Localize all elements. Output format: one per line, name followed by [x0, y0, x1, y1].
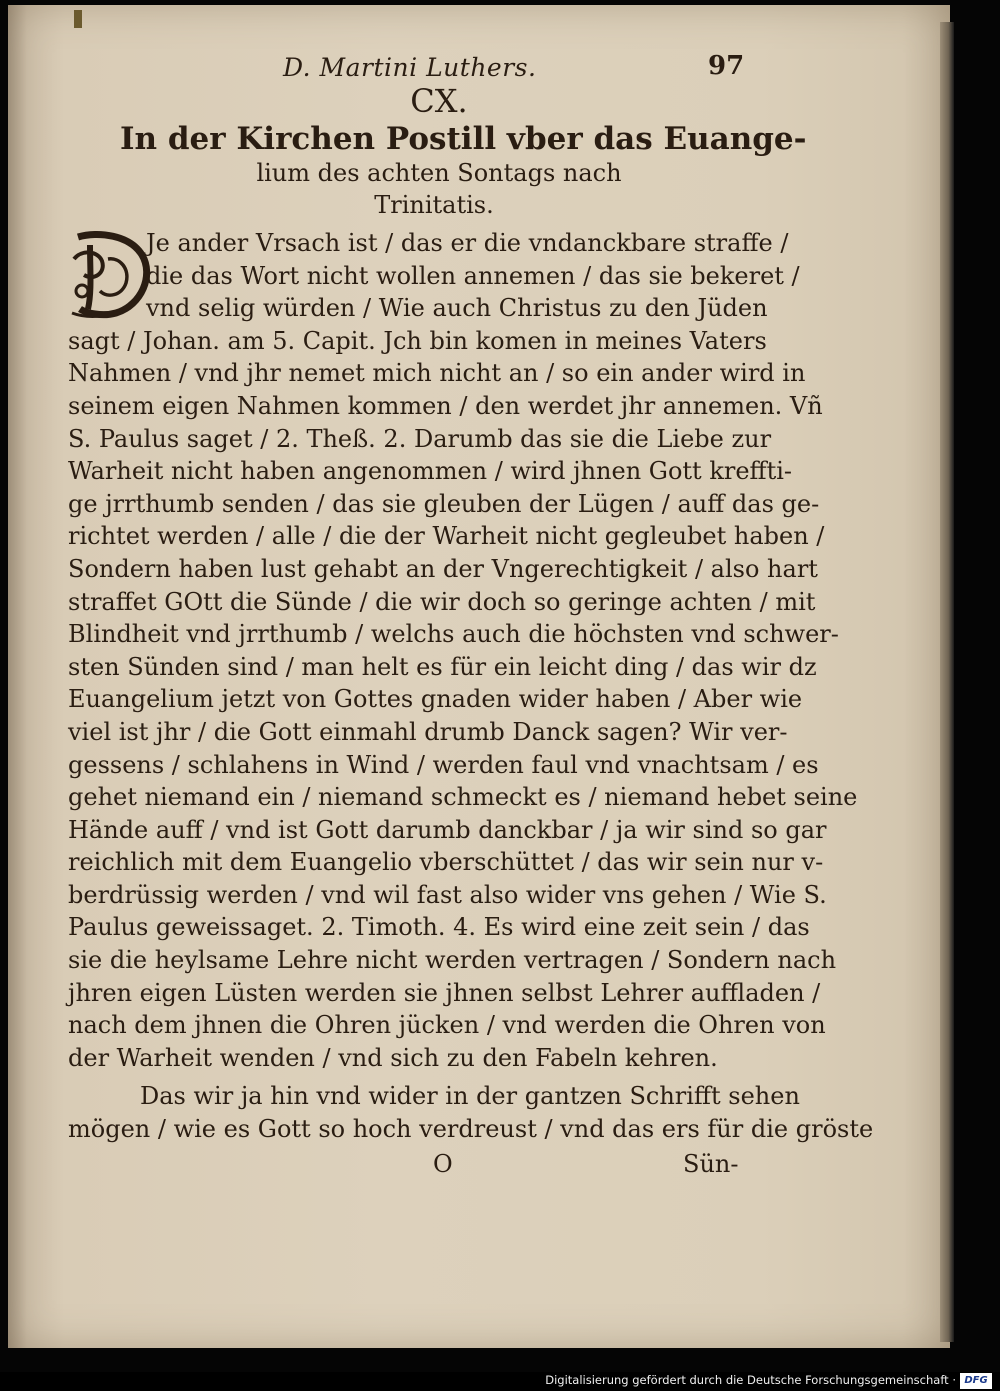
- text-line: die das Wort nicht wollen annemen / das sie bekeret /: [146, 261, 800, 290]
- page-foot: [68, 1146, 780, 1186]
- running-title: D. Martini Luthers.: [283, 53, 537, 82]
- page-text-block: [68, 45, 874, 1186]
- paragraph-2: [68, 1080, 874, 1145]
- text-line: Nahmen / vnd jhr nemet mich nicht an / so ein ander wird in: [68, 359, 806, 388]
- text-line: ge jrrthumb senden / das sie gleuben der Lügen / auff das ge-: [68, 489, 820, 518]
- text-line: berdrüssig werden / vnd wil fast also wider vns gehen / Wie S.: [68, 880, 827, 909]
- text-line: Das wir ja hin vnd wider in der gantzen Schrifft sehen: [140, 1082, 800, 1111]
- decorated-initial-d-icon: [68, 229, 154, 319]
- text-line: sten Sünden sind / man helt es für ein leicht ding / das wir dz: [68, 652, 817, 681]
- text-line: viel ist jhr / die Gott einmahl drumb Danck sagen? Wir ver-: [68, 717, 788, 746]
- text-line: nach dem jhnen die Ohren jücken / vnd werden die Ohren von: [68, 1011, 826, 1040]
- page-edge: [940, 22, 954, 1342]
- page-number: 97: [708, 51, 745, 81]
- text-line: Paulus geweissaget. 2. Timoth. 4. Es wird eine zeit sein / das: [68, 913, 810, 942]
- text-line: richtet werden / alle / die der Warheit nicht gegleubet haben /: [68, 522, 825, 551]
- page-tab-mark: [74, 10, 82, 28]
- book-page: [8, 5, 950, 1348]
- text-line: Blindheit vnd jrrthumb / welchs auch die höchsten vnd schwer-: [68, 620, 839, 649]
- catchword: Sün-: [683, 1149, 739, 1178]
- text-line: der Warheit wenden / vnd sich zu den Fabeln kehren.: [68, 1043, 718, 1072]
- text-line: sagt / Johan. am 5. Capit. Jch bin komen in meines Vaters: [68, 326, 767, 355]
- text-line: gessens / schlahens in Wind / werden faul vnd vnachtsam / es: [68, 750, 819, 779]
- text-line: sie die heylsame Lehre nicht werden vertragen / Sondern nach: [68, 946, 837, 975]
- heading-line-1: In der Kirchen Postill vber das Euange-: [120, 121, 807, 157]
- text-line: reichlich mit dem Euangelio vberschüttet / das wir sein nur v-: [68, 848, 824, 877]
- running-head: [68, 45, 780, 81]
- text-line: straffet GOtt die Sünde / die wir doch so geringe achten / mit: [68, 587, 816, 616]
- section-number: CX.: [410, 82, 468, 120]
- text-line: jhren eigen Lüsten werden sie jhnen selbst Lehrer auffladen /: [68, 978, 821, 1007]
- heading-line-2: lium des achten Sontags nach: [256, 159, 622, 187]
- text-line: Sondern haben lust gehabt an der Vngerechtigkeit / also hart: [68, 554, 818, 583]
- text-line: Warheit nicht haben angenommen / wird jhnen Gott kreffti-: [68, 457, 793, 486]
- funding-credit: Digitalisierung gefördert durch die Deutsche Forschungsgemeinschaft ·: [545, 1373, 956, 1387]
- dfg-logo: DFG: [960, 1373, 992, 1389]
- text-line: vnd selig würden / Wie auch Christus zu den Jüden: [146, 294, 768, 323]
- signature-mark: O: [433, 1149, 453, 1178]
- text-line: Euangelium jetzt von Gottes gnaden wider haben / Aber wie: [68, 685, 803, 714]
- text-line: mögen / wie es Gott so hoch verdreust / vnd das ers für die gröste: [68, 1115, 874, 1144]
- footer-bar: [0, 1372, 1000, 1391]
- text-line: S. Paulus saget / 2. Theß. 2. Darumb das sie die Liebe zur: [68, 424, 772, 453]
- heading-line-3: Trinitatis.: [374, 191, 494, 219]
- text-line: Hände auff / vnd ist Gott darumb danckbar / ja wir sind so gar: [68, 815, 827, 844]
- text-line: Je ander Vrsach ist / das er die vndanckbare straffe /: [146, 229, 789, 257]
- text-line: seinem eigen Nahmen kommen / den werdet jhr annemen. Vñ: [68, 391, 823, 420]
- paragraph-1: [68, 227, 858, 1074]
- text-line: gehet niemand ein / niemand schmeckt es / niemand hebet seine: [68, 783, 858, 812]
